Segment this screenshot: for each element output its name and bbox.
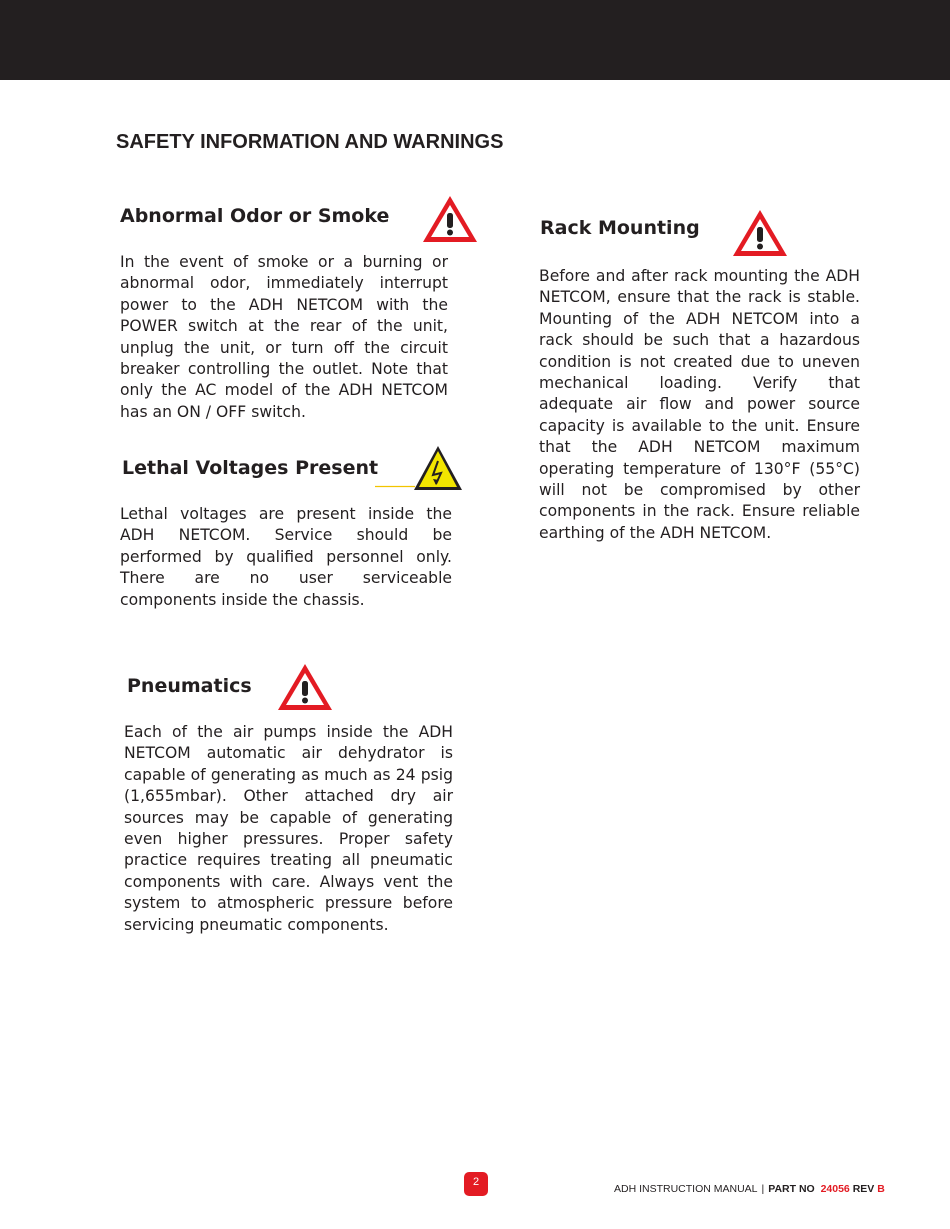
section-body: Before and after rack mounting the ADH NETCOM, ensure that the rack is stable. Mounting of the ADH NETCOM into a rack should be such that a hazardous condition is not created due to uneven mechanical loading. Verify that adequate air flow and power source capacity is available to the unit. Ensure that the ADH NETCOM maximum operating temperature of 130°F (55°C) will not be compromised by other components in the rack. Ensure reliable earthing of the ADH NETCOM. — [539, 267, 860, 542]
warning-triangle-icon — [421, 194, 479, 244]
section-body: In the event of smoke or a burning or abnormal odor, immediately interrupt power to the ADH NETCOM with the POWER switch at the rear of the unit, unplug the unit, or turn off the circuit breaker controlling the outlet. Note that only the AC model of the ADH NETCOM has an ON / OFF switch. — [120, 253, 448, 421]
footer — [614, 1183, 885, 1195]
section-heading: Rack Mounting — [540, 217, 700, 239]
page-number-badge: 2 — [464, 1172, 488, 1196]
footer-rev-label: REV — [852, 1183, 875, 1195]
section-heading: Pneumatics — [127, 675, 252, 697]
warning-triangle-icon — [276, 662, 334, 712]
section-body: Lethal voltages are present inside the ADH NETCOM. Service should be performed by qualified personnel only. There are no user serviceable components inside the chassis. — [120, 505, 452, 609]
footer-rev-value: B — [877, 1183, 885, 1195]
section-heading: Abnormal Odor or Smoke — [120, 205, 390, 227]
footer-manual-title: ADH INSTRUCTION MANUAL — [614, 1183, 758, 1195]
page-title: SAFETY INFORMATION AND WARNINGS — [116, 131, 504, 153]
section-body: Each of the air pumps inside the ADH NETCOM automatic air dehydrator is capable of generating as much as 24 psig (1,655mbar). Other attached dry air sources may be capable of generating even higher pressures. Proper safety practice requires treating all pneumatic components with care. Always vent the system to atmospheric pressure before servicing pneumatic components. — [124, 723, 453, 934]
high-voltage-icon — [375, 444, 463, 494]
footer-separator: | — [761, 1183, 765, 1195]
footer-part-label: PART NO — [768, 1183, 815, 1195]
warning-triangle-icon — [731, 208, 789, 258]
section-heading: Lethal Voltages Present — [122, 457, 379, 479]
header-bar — [0, 0, 950, 80]
footer-part-number: 24056 — [820, 1183, 850, 1195]
